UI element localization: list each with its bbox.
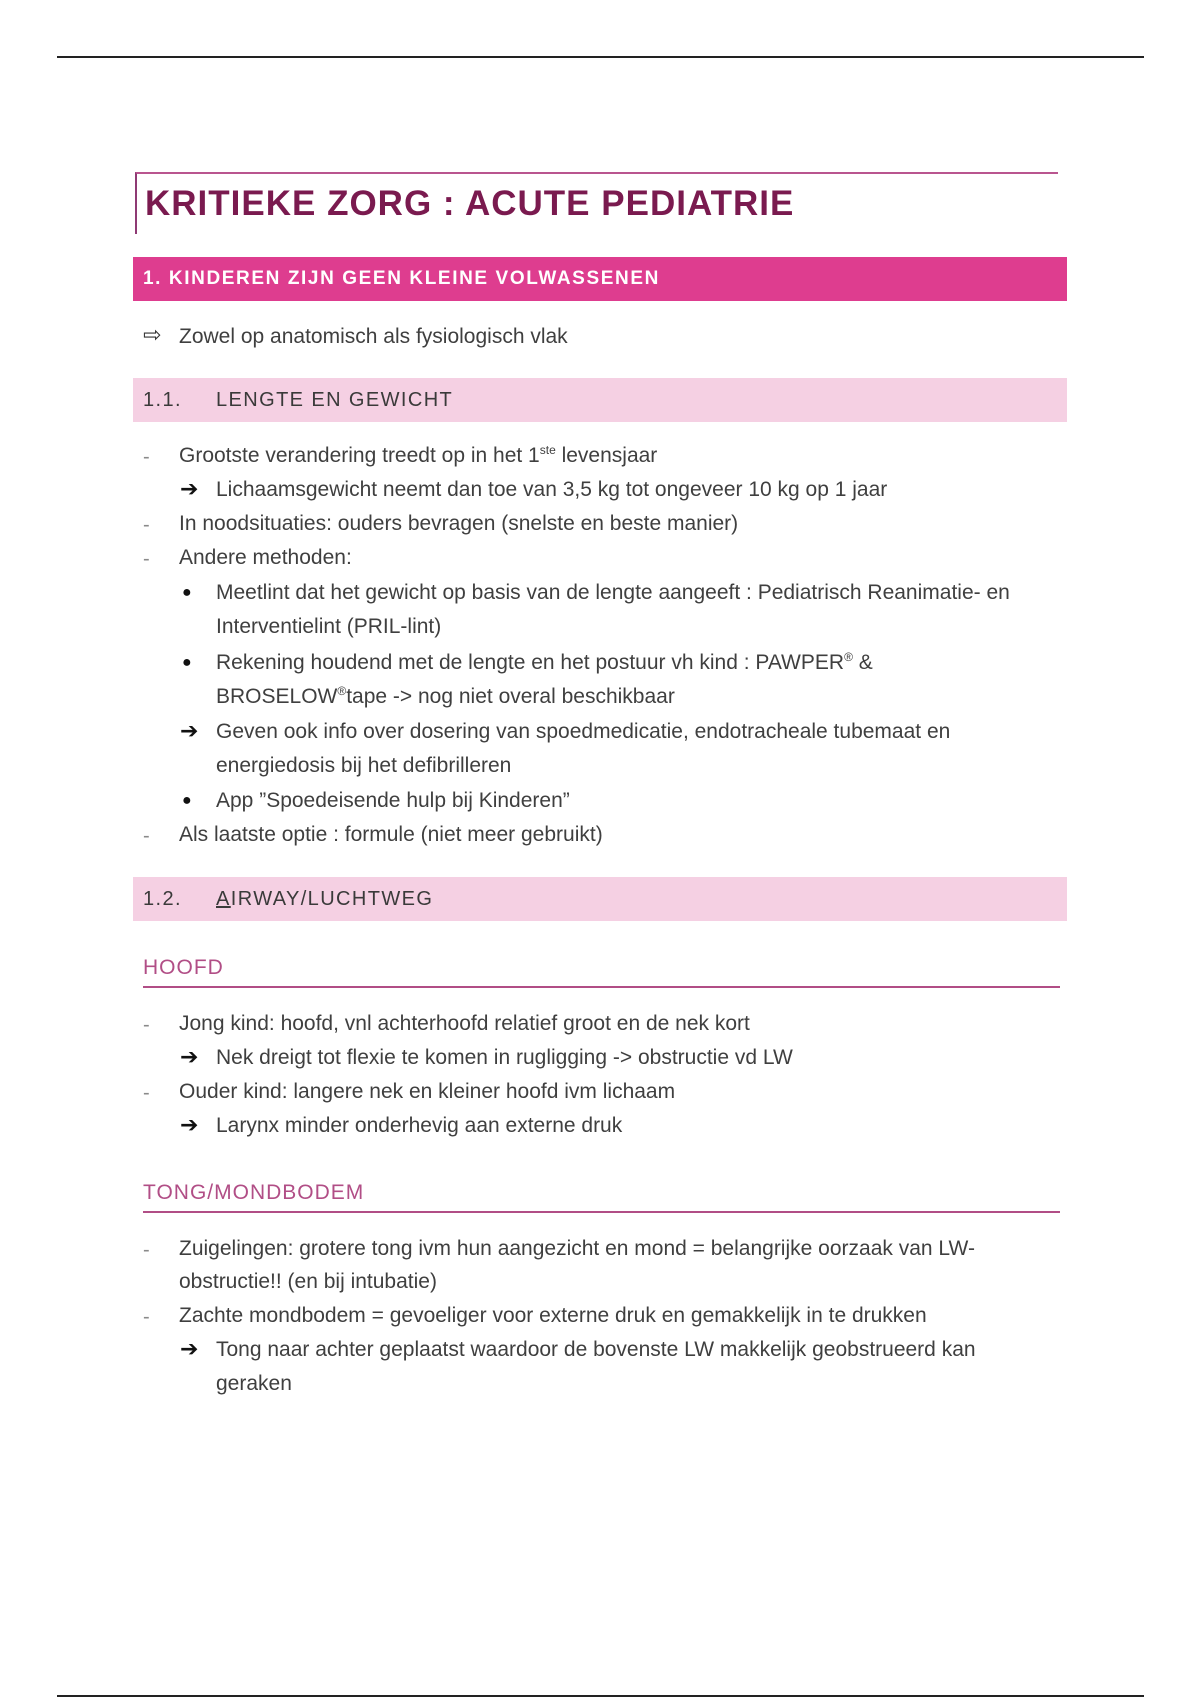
- list-item: App ”Spoedeisende hulp bij Kinderen”: [216, 789, 570, 812]
- list-item: Grootste verandering treedt op in het 1ste levensjaar: [179, 443, 658, 467]
- dash-bullet: -: [143, 1082, 150, 1104]
- title-box: [135, 172, 1058, 234]
- page-bottom-rule: [57, 1695, 1144, 1697]
- list-item: Jong kind: hoofd, vnl achterhoofd relatief groot en de nek kort: [179, 1012, 750, 1035]
- list-item: Zuigelingen: grotere tong ivm hun aangezicht en mond = belangrijke oorzaak van LW-: [179, 1237, 975, 1260]
- subsection-tong-heading: TONG/MONDBODEM: [143, 1181, 1060, 1213]
- arrow-right-icon: ➔: [180, 476, 199, 501]
- arrow-right-icon: ➔: [180, 1044, 199, 1069]
- dash-bullet: -: [143, 1014, 150, 1036]
- list-item-continuation: BROSELOW®tape -> nog niet overal beschikbaar: [216, 684, 675, 708]
- list-item: Rekening houdend met de lengte en het postuur vh kind : PAWPER® &: [216, 650, 873, 674]
- list-item-continuation: energiedosis bij het defibrilleren: [216, 754, 512, 777]
- list-item: Ouder kind: langere nek en kleiner hoofd ivm lichaam: [179, 1080, 676, 1103]
- section-title: AIRWAY/LUCHTWEG: [216, 888, 434, 910]
- bullet-dot-icon: ●: [182, 584, 192, 601]
- bullet-dot-icon: ●: [182, 654, 192, 671]
- dash-bullet: -: [143, 548, 150, 570]
- list-item: In noodsituaties: ouders bevragen (snelste en beste manier): [179, 512, 739, 535]
- list-item-continuation: obstructie!! (en bij intubatie): [179, 1270, 437, 1293]
- section-title: LENGTE EN GEWICHT: [216, 389, 454, 411]
- list-item-continuation: Interventielint (PRIL-lint): [216, 615, 442, 638]
- list-item: Geven ook info over dosering van spoedmedicatie, endotracheale tubemaat en: [216, 720, 951, 743]
- section-1-1-heading: [133, 378, 1067, 422]
- list-item: Lichaamsgewicht neemt dan toe van 3,5 kg tot ongeveer 10 kg op 1 jaar: [216, 478, 888, 501]
- dash-bullet: -: [143, 514, 150, 536]
- section-1-note: Zowel op anatomisch als fysiologisch vlak: [179, 325, 568, 348]
- list-item: Nek dreigt tot flexie te komen in rugligging -> obstructie vd LW: [216, 1046, 793, 1069]
- section-1-heading: 1. KINDEREN ZIJN GEEN KLEINE VOLWASSENEN: [133, 257, 1067, 301]
- arrow-right-icon: ➔: [180, 718, 199, 743]
- dash-bullet: -: [143, 1239, 150, 1261]
- page-top-rule: [57, 56, 1144, 58]
- list-item: Tong naar achter geplaatst waardoor de bovenste LW makkelijk geobstrueerd kan: [216, 1338, 976, 1361]
- document-title: KRITIEKE ZORG : ACUTE PEDIATRIE: [145, 184, 795, 223]
- open-arrow-icon: ⇨: [143, 322, 162, 347]
- list-item: Larynx minder onderhevig aan externe druk: [216, 1114, 623, 1137]
- section-1-2-heading: [133, 877, 1067, 921]
- dash-bullet: -: [143, 1306, 150, 1328]
- subsection-hoofd-heading: HOOFD: [143, 956, 1060, 988]
- list-item: Als laatste optie : formule (niet meer gebruikt): [179, 823, 603, 846]
- arrow-right-icon: ➔: [180, 1112, 199, 1137]
- list-item-continuation: geraken: [216, 1372, 292, 1395]
- list-item: Zachte mondbodem = gevoeliger voor externe druk en gemakkelijk in te drukken: [179, 1304, 927, 1327]
- list-item: Meetlint dat het gewicht op basis van de lengte aangeeft : Pediatrisch Reanimatie- en: [216, 581, 1010, 604]
- dash-bullet: -: [143, 446, 150, 468]
- arrow-right-icon: ➔: [180, 1336, 199, 1361]
- bullet-dot-icon: ●: [182, 792, 192, 809]
- list-item: Andere methoden:: [179, 546, 352, 569]
- section-number: 1.2.: [143, 888, 182, 910]
- section-number: 1.1.: [143, 389, 182, 411]
- dash-bullet: -: [143, 825, 150, 847]
